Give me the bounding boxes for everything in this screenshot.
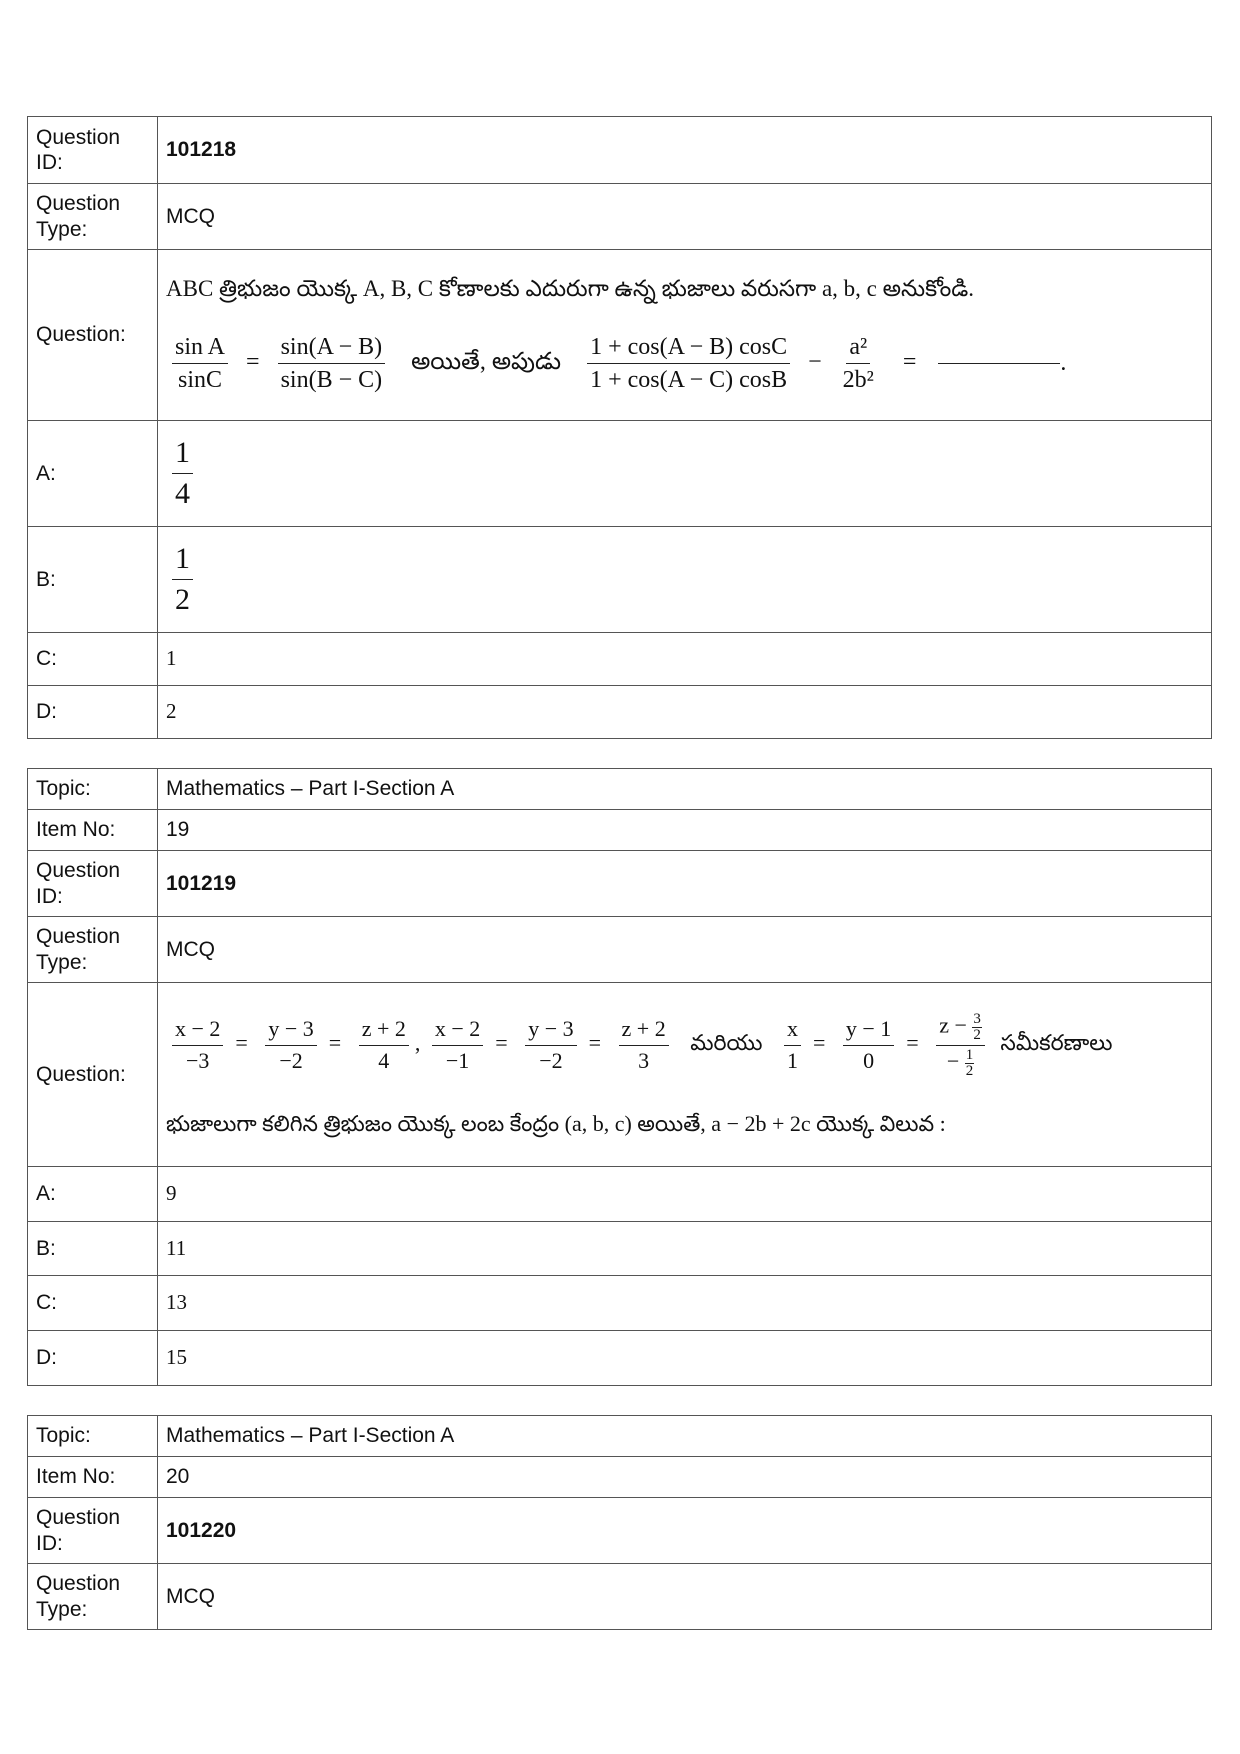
- option-d-value: 2: [158, 686, 1212, 739]
- compound-fraction: z − $\frac{3}{2}$ − $\frac{1}{2}$: [936, 1012, 985, 1079]
- answer-blank: [938, 363, 1060, 364]
- question-table-101218: [27, 116, 1212, 739]
- and-text: మరియు: [690, 1030, 763, 1056]
- question-id-label: Question ID:: [28, 117, 158, 184]
- question-body: [158, 250, 1212, 421]
- fraction: $\frac{y - 3}{-2}$: [265, 1016, 316, 1074]
- option-a-label: A:: [28, 421, 158, 527]
- fraction: $\frac{1}{2}$: [172, 541, 193, 618]
- question-formula: $\frac{x - 2}{-3}$ = $\frac{y - 3}{-2}$ = $\frac{z + 2}{4}$ , $\frac{x - 2}{-1}$ = $\frac{y - 3}{-2}$ = $\frac{z + 2}{3}$ మరియు $\frac{x}{1}$ = $\frac{y - 1}{0}$ = z − $\frac{3}{2}$ − $\frac{1}{2}$ సమీకరణాలు: [166, 1012, 1203, 1079]
- option-b-value: 11: [158, 1222, 1212, 1276]
- fraction: $\frac{z + 2}{3}$: [619, 1016, 669, 1074]
- option-c-value: 13: [158, 1276, 1212, 1331]
- fraction: $\frac{1 + \cos(A - B) \cos C}{1 + \cos(A - C) \cos B}$: [587, 333, 790, 396]
- fraction: $\frac{x}{1}$: [784, 1016, 801, 1074]
- fraction: $\frac{1}{4}$: [172, 435, 193, 512]
- question-type-value: MCQ: [158, 917, 1212, 983]
- question-formula: $\frac{\text{sin A}}{\sin C}$ = $\frac{\sin(A - B)}{\sin(B - C)}$ అయితే, అపుడు $\frac{1 + \cos(A - B) \cos C}{1 + \cos(A - C) \cos B}$ − $\frac{\text{a²}}{\text{2b²}}$ = .: [166, 333, 1203, 396]
- question-type-value: MCQ: [158, 184, 1212, 250]
- option-c-label: C:: [28, 1276, 158, 1331]
- fraction: $\frac{x - 2}{-1}$: [432, 1016, 483, 1074]
- item-no-value: 20: [158, 1457, 1212, 1498]
- question-type-label: Question Type:: [28, 917, 158, 983]
- fraction: $\frac{x - 2}{-3}$: [172, 1016, 223, 1074]
- question-type-value: MCQ: [158, 1564, 1212, 1630]
- question-id-value: 101219: [158, 851, 1212, 917]
- question-body: [158, 983, 1212, 1167]
- option-d-value: 15: [158, 1331, 1212, 1386]
- topic-label: Topic:: [28, 769, 158, 810]
- fraction: $\frac{y - 1}{0}$: [843, 1016, 894, 1074]
- item-no-value: 19: [158, 810, 1212, 851]
- question-type-label: Question Type:: [28, 184, 158, 250]
- option-a-value: [158, 421, 1212, 527]
- topic-label: Topic:: [28, 1416, 158, 1457]
- question-label: Question:: [28, 250, 158, 421]
- question-table-101220: [27, 1415, 1212, 1630]
- item-no-label: Item No:: [28, 810, 158, 851]
- fraction: $\frac{z + 2}{4}$: [359, 1016, 409, 1074]
- option-b-label: B:: [28, 527, 158, 633]
- question-id-value: 101218: [158, 117, 1212, 184]
- topic-value: Mathematics – Part I-Section A: [158, 1416, 1212, 1457]
- question-table-101219: [27, 768, 1212, 1386]
- question-text-line: భుజాలుగా కలిగిన త్రిభుజం యొక్క లంబ కేంద్రం (a, b, c) అయితే, a − 2b + 2c యొక్క విలువ :: [166, 1110, 946, 1136]
- option-c-value: 1: [158, 633, 1212, 686]
- fraction: $\frac{\text{sin A}}{\sin C}$: [172, 333, 228, 396]
- question-text-line: ABC త్రిభుజం యొక్క A, B, C కోణాలకు ఎదురుగా ఉన్న భుజాలు వరుసగా a, b, c అనుకోండి.: [166, 275, 975, 301]
- item-no-label: Item No:: [28, 1457, 158, 1498]
- option-d-label: D:: [28, 686, 158, 739]
- fraction: $\frac{y - 3}{-2}$: [525, 1016, 576, 1074]
- condition-text: అయితే, అపుడు: [411, 349, 562, 376]
- option-b-value: [158, 527, 1212, 633]
- option-b-label: B:: [28, 1222, 158, 1276]
- question-type-label: Question Type:: [28, 1564, 158, 1630]
- question-id-value: 101220: [158, 1498, 1212, 1564]
- question-label: Question:: [28, 983, 158, 1167]
- option-c-label: C:: [28, 633, 158, 686]
- option-a-value: 9: [158, 1167, 1212, 1222]
- question-id-label: Question ID:: [28, 1498, 158, 1564]
- fraction: $\frac{\sin(A - B)}{\sin(B - C)}$: [278, 333, 386, 396]
- fraction: $\frac{\text{a²}}{\text{2b²}}$: [842, 333, 874, 394]
- option-a-label: A:: [28, 1167, 158, 1222]
- equations-text: సమీకరణాలు: [1000, 1030, 1113, 1056]
- topic-value: Mathematics – Part I-Section A: [158, 769, 1212, 810]
- question-id-label: Question ID:: [28, 851, 158, 917]
- option-d-label: D:: [28, 1331, 158, 1386]
